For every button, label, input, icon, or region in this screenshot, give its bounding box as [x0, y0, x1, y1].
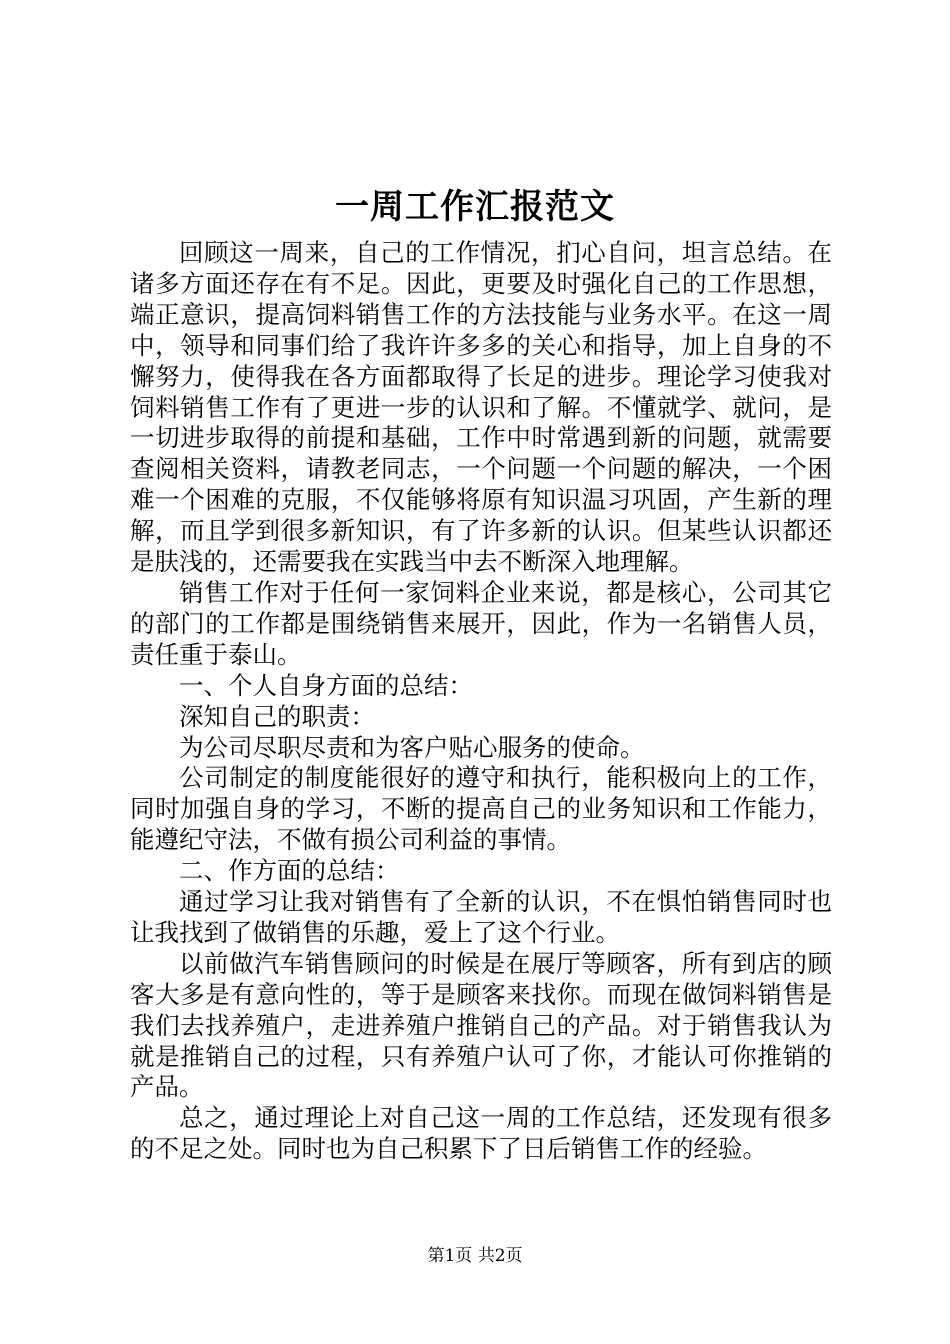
paragraph-6: 以前做汽车销售顾问的时候是在展厅等顾客，所有到店的顾客大多是有意向性的，等于是顾客来找你。而现在做饲料销售是我们去找养殖户，走进养殖户推销自己的产品。对于销售我认为就是推销自己的过程，只有养殖户认可了你，才能认可你推销的产品。 [130, 948, 832, 1102]
document-title: 一周工作汇报范文 [335, 187, 615, 227]
document-body [130, 238, 832, 1165]
paragraph-4: 公司制定的制度能很好的遵守和执行，能积极向上的工作，同时加强自身的学习，不断的提高自己的业务知识和工作能力，能遵纪守法，不做有损公司利益的事情。 [130, 763, 832, 855]
section-heading-work: 二、作方面的总结： [179, 856, 400, 886]
page-number-footer: 第1页 共2页 [427, 1246, 523, 1266]
section-heading-personal: 一、个人自身方面的总结： [179, 670, 473, 700]
paragraph-5: 通过学习让我对销售有了全新的认识，不在惧怕销售同时也让我找到了做销售的乐趣，爱上了这个行业。 [130, 887, 832, 947]
paragraph-7: 总之，通过理论上对自己这一周的工作总结，还发现有很多的不足之处。同时也为自己积累下了日后销售工作的经验。 [130, 1103, 832, 1164]
paragraph-1: 回顾这一周来，自己的工作情况，扪心自问，坦言总结。在诸多方面还存在有不足。因此，更要及时强化自己的工作思想，端正意识，提高饲料销售工作的方法技能与业务水平。在这一周中，领导和同事们给了我许许多多的关心和指导，加上自身的不懈努力，使得我在各方面都取得了长足的进步。理论学习使我对饲料销售工作有了更进一步的认识和了解。不懂就学、就问，是一切进步取得的前提和基础，工作中时常遇到新的问题，就需要查阅相关资料，请教老同志，一个问题一个问题的解决，一个困难一个困难的克服，不仅能够将原有知识温习巩固，产生新的理解，而且学到很多新知识，有了许多新的认识。但某些认识都还是肤浅的，还需要我在实践当中去不断深入地理解。 [130, 238, 832, 577]
paragraph-2: 销售工作对于任何一家饲料企业来说，都是核心，公司其它的部门的工作都是围绕销售来展开，因此，作为一名销售人员，责任重于泰山。 [130, 577, 832, 669]
paragraph-3: 为公司尽职尽责和为客户贴心服务的使命。 [179, 732, 645, 762]
paragraph-duty-heading: 深知自己的职责： [179, 701, 375, 731]
